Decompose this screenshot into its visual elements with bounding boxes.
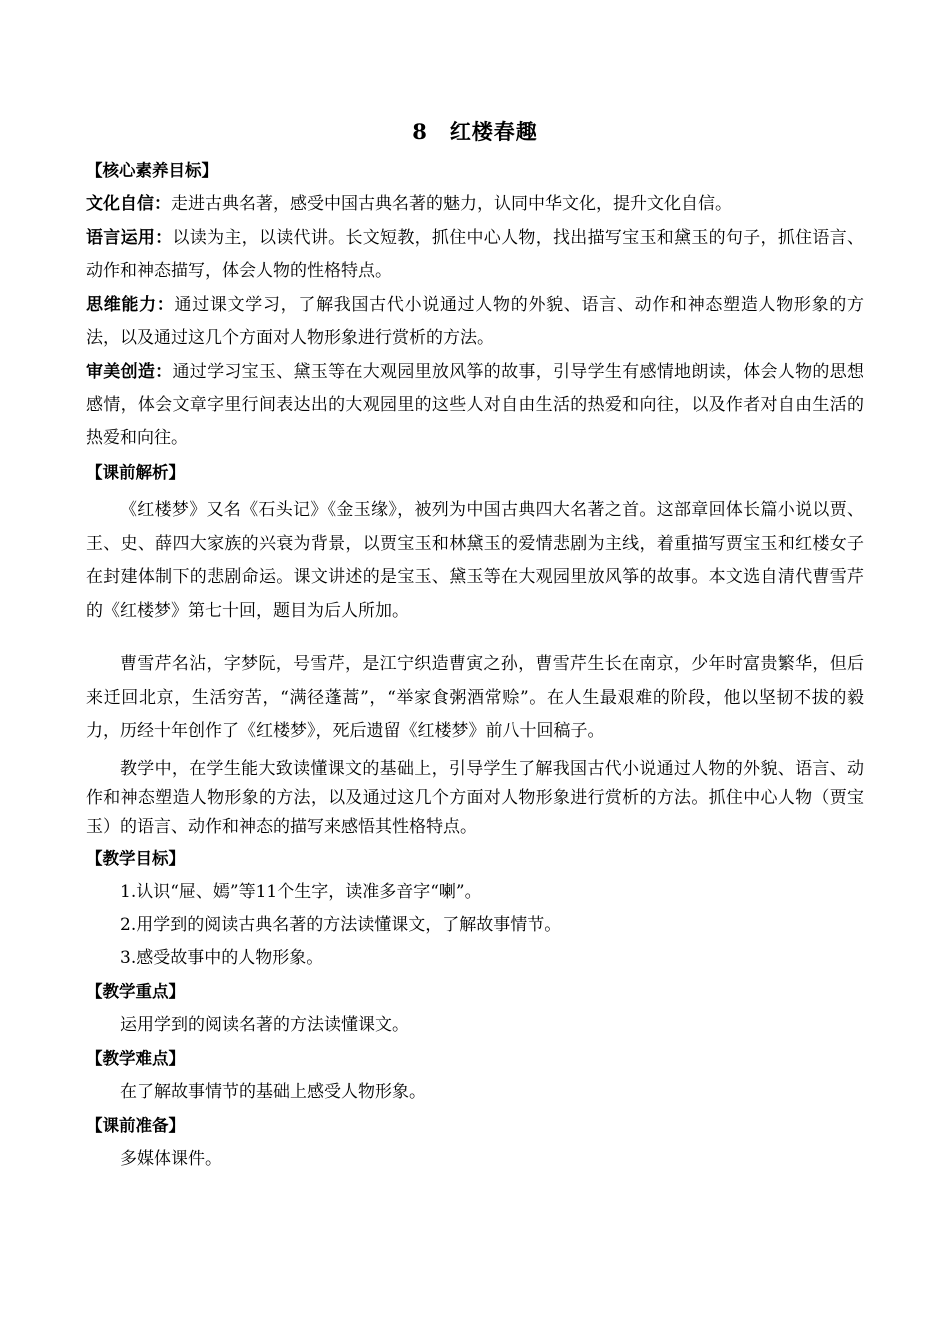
goal-text: 通过课文学习，了解我国古代小说通过人物的外貌、语言、动作和神态塑造人物形象的方法，以及通过这几个方面对人物形象进行赏析的方法。: [86, 295, 865, 348]
goal-label: 思维能力：: [86, 295, 175, 315]
analysis-paragraph-3: 教学中，在学生能大致读懂课文的基础上，引导学生了解我国古代小说通过人物的外貌、语言、动作和神态塑造人物形象的方法，以及通过这几个方面对人物形象进行赏析的方法。抓住中心人物（贾宝玉）的语言、动作和神态的描写来感悟其性格特点。: [86, 758, 864, 837]
preparation-text: 多媒体课件。: [120, 1148, 222, 1169]
key-points-text: 运用学到的阅读名著的方法读懂课文。: [120, 1014, 409, 1035]
difficulties-text: 在了解故事情节的基础上感受人物形象。: [120, 1081, 426, 1102]
analysis-heading: 【课前解析】: [86, 463, 185, 482]
goal-text: 通过学习宝玉、黛玉等在大观园里放风筝的故事，引导学生有感情地朗读，体会人物的思想感情，体会文章字里行间表达出的大观园里的这些人对自由生活的热爱和向往，以及作者对自由生活的热爱和向往。: [86, 362, 865, 448]
lesson-title: [86, 112, 864, 152]
difficulties-heading: 【教学难点】: [86, 1048, 185, 1068]
teaching-goals-heading: 【教学目标】: [86, 848, 185, 868]
goal-label: 审美创造：: [86, 362, 173, 382]
goal-text: 以读为主，以读代讲。长文短教，抓住中心人物，找出描写宝玉和黛玉的句子，抓住语言、动作和神态描写，体会人物的性格特点。: [86, 228, 865, 281]
teaching-goal-2: 2.用学到的阅读古典名著的方法读懂课文，了解故事情节。: [120, 914, 562, 935]
document-page: [86, 112, 864, 1176]
analysis-paragraph-1: 《红楼梦》又名《石头记》《金玉缘》，被列为中国古典四大名著之首。这部章回体长篇小说以贾、王、史、薛四大家族的兴衰为背景，以贾宝玉和林黛玉的爱情悲剧为主线，着重描写贾宝玉和红楼女子在封建体制下的悲剧命运。课文讲述的是宝玉、黛玉等在大观园里放风筝的故事。本文选自清代曹雪芹的《红楼梦》第七十回，题目为后人所加。: [86, 500, 864, 621]
core-goal-language: [86, 222, 864, 288]
key-points-heading: 【教学重点】: [86, 981, 185, 1001]
teaching-goal-3: 3.感受故事中的人物形象。: [120, 947, 324, 968]
lesson-title-text: 红楼春趣: [449, 119, 538, 144]
goal-label: 语言运用：: [86, 228, 173, 248]
core-goals-heading: 【核心素养目标】: [86, 161, 218, 180]
core-goal-culture: [86, 188, 864, 221]
analysis-paragraph-2: 曹雪芹名沾，字梦阮，号雪芹，是江宁织造曹寅之孙，曹雪芹生长在南京，少年时富贵繁华，但后来迁回北京，生活穷苦，“满径蓬蒿”，“举家食粥酒常赊”。在人生最艰难的阶段，他以坚韧不拔的毅力，历经十年创作了《红楼梦》，死后遗留《红楼梦》前八十回稿子。: [86, 654, 864, 741]
core-goal-thinking: [86, 289, 864, 355]
goal-text: 走进古典名著，感受中国古典名著的魅力，认同中华文化，提升文化自信。: [171, 194, 732, 214]
core-goal-aesthetic: [86, 356, 864, 455]
preparation-heading: 【课前准备】: [86, 1115, 185, 1135]
lesson-number: 8: [412, 119, 428, 144]
teaching-goal-1: 1.认识“屉、嫣”等11个生字，读准多音字“喇”。: [120, 881, 482, 902]
goal-label: 文化自信：: [86, 194, 171, 214]
